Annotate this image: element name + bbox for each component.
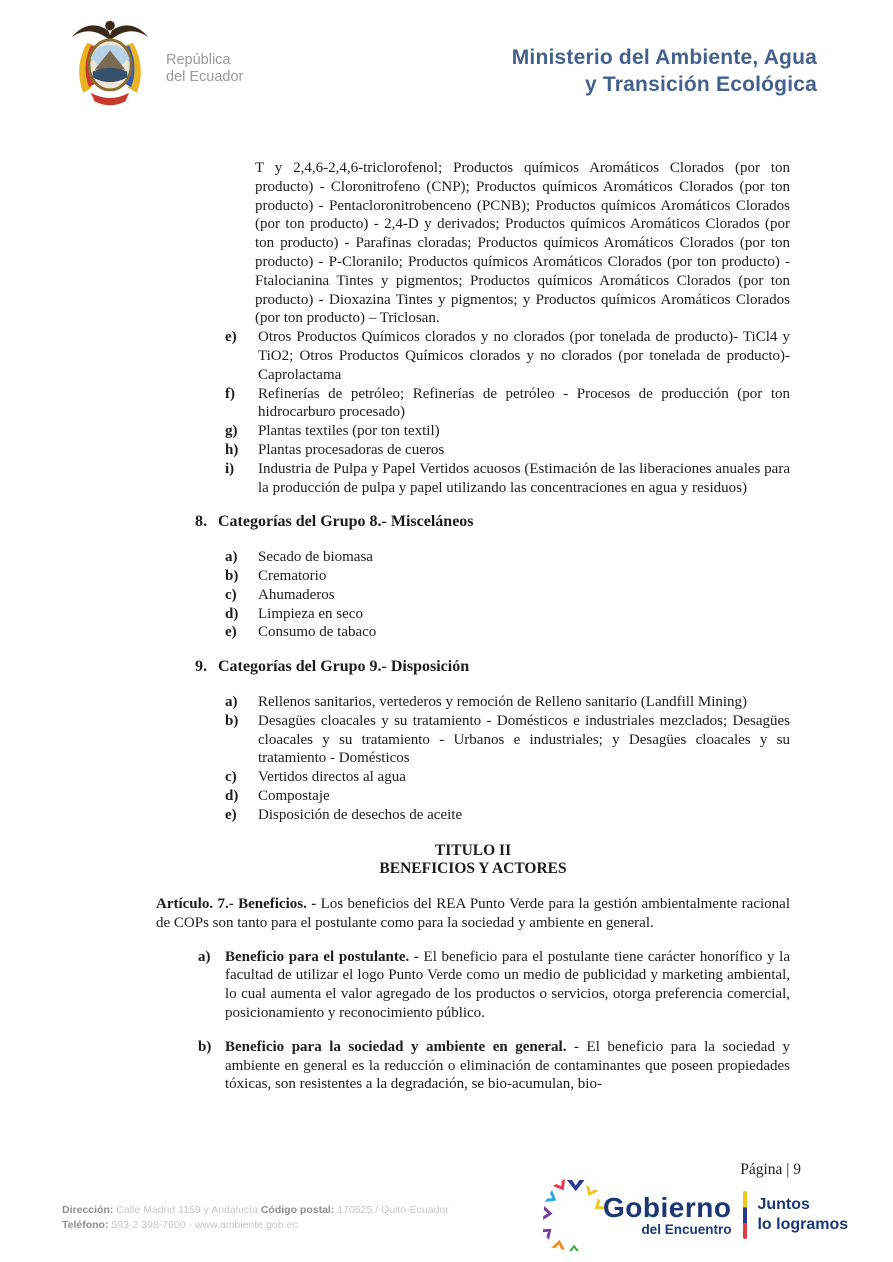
list-item-text: Vertidos directos al agua <box>258 769 406 786</box>
section-number: 8. <box>195 513 207 531</box>
address-label: Dirección: <box>62 1204 114 1216</box>
logo-divider-bar <box>743 1191 747 1239</box>
list-item-text: Compostaje <box>258 787 330 804</box>
ministry-title-line1: Ministerio del Ambiente, Agua <box>511 46 817 69</box>
ecuador-coat-of-arms-icon <box>62 13 158 111</box>
footer-address-line <box>62 1203 449 1218</box>
phone-value: 593-2 398-7600 - www.ambiente.gob.ec <box>108 1219 298 1231</box>
benefit-b-lead: Beneficio para la sociedad y ambiente en general. <box>225 1038 567 1055</box>
list-item-text: Ahumaderos <box>258 586 335 603</box>
article-7-paragraph <box>156 895 790 933</box>
list-marker: b) <box>225 567 239 584</box>
list-item-h <box>156 441 790 460</box>
ministry-title-line2: y Transición Ecológica <box>585 73 817 96</box>
benefit-b-text: - El beneficio para la sociedad y ambiente en general es la reducción o eliminación de contaminantes que poseen propiedades tóxicas, son resistentes a la degradación, se bio-acumulan, bio- <box>225 1038 790 1093</box>
list-item-i <box>156 460 790 498</box>
list-item <box>156 693 790 712</box>
list-item-text: Consumo de tabaco <box>258 624 377 641</box>
tagline-line1: Juntos <box>757 1196 810 1213</box>
section-number: 9. <box>195 658 207 676</box>
ministry-title <box>512 44 817 98</box>
list-item-g <box>156 422 790 441</box>
list-item-text: Plantas procesadoras de cueros <box>258 441 445 458</box>
list-marker: h) <box>225 441 239 458</box>
article-7-text: Los beneficios del REA Punto Verde para la gestión ambientalmente racional de COPs son tanto para el postulante como para la sociedad y ambiente en general. <box>156 896 790 931</box>
gobierno-del-encuentro-logo <box>543 1178 848 1252</box>
list-item <box>156 787 790 806</box>
republic-line1: República <box>166 52 231 68</box>
benefit-item-a <box>156 948 790 1023</box>
gobierno-line2: del Encuentro <box>641 1221 732 1237</box>
section-8-heading <box>156 513 790 532</box>
title-ii-heading <box>156 842 790 880</box>
list-item-text: Otros Productos Químicos clorados y no clorados (por tonelada de producto)- TiCl4 y TiO2; Otros Productos Químicos clorados y no clorados (por tonelada de producto)- Caprolactama <box>258 329 790 383</box>
gobierno-arrows-icon <box>543 1178 605 1252</box>
benefit-a-text: El beneficio para el postulante tiene carácter honorífico y la facultad de utilizar el logo Punto Verde como un medio de publicidad y marketing ambiental, lo cual aumenta el valor agregado de los productos o servicios, otorga preferencia comercial, posicionamiento y reconocimiento público. <box>225 948 790 1022</box>
list-marker: a) <box>198 948 211 965</box>
list-item-text: Secado de biomasa <box>258 549 373 566</box>
list-marker: c) <box>225 769 237 786</box>
list-marker: a) <box>225 693 238 710</box>
postal-label: Código postal: <box>260 1204 335 1216</box>
continuation-paragraph: T y 2,4,6-2,4,6-triclorofenol; Productos químicos Aromáticos Clorados (por ton producto) - Cloronitrofeno (CNP); Productos químicos Aromáticos Clorados (por ton producto) - Pentacloronitrobenceno (PCNB); Productos químicos Aromáticos Clorados (por ton producto) - 2,4-D y derivados; Productos químicos Aromáticos Clorados (por ton producto) - Parafinas cloradas; Productos químicos Aromáticos Clorados (por ton producto) - P-Cloranilo; Productos químicos Aromáticos Clorados (por ton producto) - Ftalocianina Tintes y pigmentos; Productos químicos Aromáticos Clorados (por ton producto) - Dioxazina Tintes y pigmentos; y Productos químicos Aromáticos Clorados (por ton producto) – Triclosan. <box>255 160 790 327</box>
article-7-lead: Artículo. 7.- Beneficios. - <box>156 896 317 913</box>
list-item-e <box>156 328 790 384</box>
list-marker: b) <box>198 1038 212 1055</box>
footer-phone-line <box>62 1218 449 1233</box>
document-body <box>156 159 790 1094</box>
list-item <box>156 548 790 567</box>
list-marker: e) <box>225 329 237 346</box>
gobierno-wordmark <box>603 1191 732 1237</box>
list-item <box>156 586 790 605</box>
list-item-text: Rellenos sanitarios, vertederos y remoción de Relleno sanitario (Landfill Mining) <box>258 693 748 710</box>
list-item-text: Limpieza en seco <box>258 605 363 622</box>
list-marker: g) <box>225 423 238 440</box>
postal-value: 170525 / Quito-Ecuador <box>334 1204 449 1216</box>
title-ii-line2: BENEFICIOS Y ACTORES <box>379 860 567 878</box>
list-item <box>156 806 790 825</box>
list-marker: a) <box>225 549 238 566</box>
title-ii-line1: TITULO II <box>434 841 512 859</box>
benefit-item-b <box>156 1038 790 1094</box>
section-title: Categorías del Grupo 9.- Disposición <box>218 658 470 676</box>
list-item-f <box>156 385 790 423</box>
page-number: Página | 9 <box>740 1161 801 1178</box>
list-item-text: Desagües cloacales y su tratamiento - Domésticos e industriales mezclados; Desagües cloacales y su tratamiento - Urbanos e industriales; y Desagües cloacales y su tratamiento - Domésticos <box>258 712 790 767</box>
section-title: Categorías del Grupo 8.- Misceláneos <box>218 513 474 531</box>
republic-label <box>166 52 243 86</box>
benefit-a-lead: Beneficio para el postulante. - <box>225 948 419 965</box>
gobierno-tagline <box>757 1195 848 1235</box>
list-item <box>156 605 790 624</box>
list-item <box>156 623 790 642</box>
list-item-text: Industria de Pulpa y Papel Vertidos acuosos (Estimación de las liberaciones anuales para la producción de pulpa y papel utilizando las concentraciones en agua y residuos) <box>258 460 790 496</box>
phone-label: Teléfono: <box>62 1219 109 1231</box>
list-item-text: Refinerías de petróleo; Refinerías de petróleo - Procesos de producción (por ton hidrocarburo procesado) <box>258 385 790 421</box>
list-marker: i) <box>225 460 235 477</box>
list-marker: f) <box>225 385 235 402</box>
list-item-text: Plantas textiles (por ton textil) <box>258 423 440 440</box>
list-marker: e) <box>225 624 237 641</box>
list-item-text: Crematorio <box>258 567 327 584</box>
republic-line2: del Ecuador <box>166 69 244 85</box>
list-item <box>156 712 790 768</box>
gobierno-line1: Gobierno <box>603 1191 732 1223</box>
address-value: Calle Madrid 1159 y Andalucía <box>113 1204 261 1216</box>
list-item-text: Disposición de desechos de aceite <box>258 806 463 823</box>
list-marker: e) <box>225 806 237 823</box>
list-marker: d) <box>225 787 239 804</box>
tagline-line2: lo logramos <box>757 1216 849 1233</box>
list-marker: d) <box>225 605 239 622</box>
footer-contact-info <box>62 1203 449 1233</box>
list-marker: c) <box>225 586 237 603</box>
republic-of-ecuador-logo <box>62 13 243 111</box>
list-marker: b) <box>225 712 239 729</box>
list-item <box>156 768 790 787</box>
list-item <box>156 567 790 586</box>
section-9-heading <box>156 658 790 677</box>
